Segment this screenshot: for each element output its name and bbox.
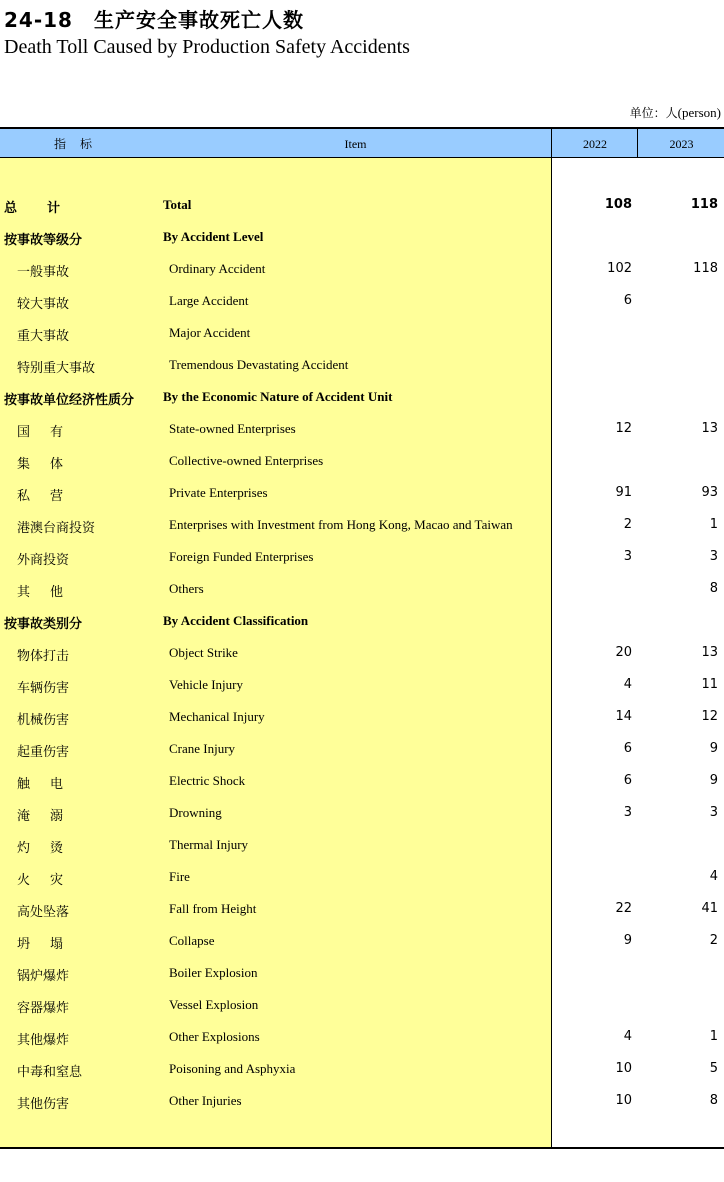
row-label-chinese: 容器爆炸 xyxy=(17,1001,70,1016)
row-label-english: Vessel Explosion xyxy=(169,997,259,1012)
table-row xyxy=(0,1086,724,1118)
row-label-chinese: 国有 xyxy=(17,425,84,440)
table-row xyxy=(0,478,724,510)
row-label-chinese: 其他爆炸 xyxy=(17,1033,70,1048)
row-label-english: Other Explosions xyxy=(169,1029,260,1044)
table-row xyxy=(0,990,724,1022)
row-label-chinese: 较大事故 xyxy=(17,297,70,312)
row-label-chinese: 其他伤害 xyxy=(17,1097,70,1112)
table-row xyxy=(0,318,724,350)
row-label-english: Fire xyxy=(169,869,190,884)
value-2023: 93 xyxy=(701,485,718,500)
row-label-chinese: 港澳台商投资 xyxy=(17,521,96,536)
row-label-english: Crane Injury xyxy=(169,741,236,756)
table-row xyxy=(0,606,724,638)
value-2023: 41 xyxy=(701,901,718,916)
table-row xyxy=(0,638,724,670)
data-table xyxy=(0,127,724,1149)
value-2022: 3 xyxy=(623,805,632,820)
value-2023: 2 xyxy=(709,933,718,948)
table-row xyxy=(0,1054,724,1086)
row-label-english: Collective-owned Enterprises xyxy=(169,453,324,468)
value-2022: 91 xyxy=(615,485,632,500)
table-row xyxy=(0,894,724,926)
value-2022: 4 xyxy=(623,677,632,692)
row-label-chinese: 高处坠落 xyxy=(17,905,70,920)
table-row xyxy=(0,350,724,382)
row-label-chinese: 机械伤害 xyxy=(17,713,70,728)
row-label-english: Object Strike xyxy=(169,645,238,660)
row-label-chinese: 一般事故 xyxy=(17,265,70,280)
row-label-english: By Accident Level xyxy=(163,229,264,244)
row-label-chinese: 特别重大事故 xyxy=(17,361,96,376)
value-2023: 1 xyxy=(709,1029,718,1044)
header-item-chinese: 指标 xyxy=(53,137,106,151)
table-row xyxy=(0,286,724,318)
row-label-chinese: 集体 xyxy=(17,457,84,472)
row-label-english: Drowning xyxy=(169,805,222,820)
row-label-chinese: 重大事故 xyxy=(17,329,70,344)
table-title-english: Death Toll Caused by Production Safety Accidents xyxy=(4,36,410,58)
row-label-english: Other Injuries xyxy=(169,1093,242,1108)
table-row xyxy=(0,222,724,254)
value-2022: 10 xyxy=(615,1061,632,1076)
value-2023: 9 xyxy=(709,741,718,756)
row-label-chinese: 总计 xyxy=(4,201,91,216)
row-label-english: Major Accident xyxy=(169,325,251,340)
value-2023: 8 xyxy=(709,1093,718,1108)
value-2022: 6 xyxy=(623,293,632,308)
value-2023: 3 xyxy=(709,549,718,564)
row-label-chinese: 外商投资 xyxy=(17,553,70,568)
value-2022: 3 xyxy=(623,549,632,564)
row-label-english: Vehicle Injury xyxy=(169,677,244,692)
table-row xyxy=(0,254,724,286)
value-2023: 1 xyxy=(709,517,718,532)
value-2022: 10 xyxy=(615,1093,632,1108)
table-row xyxy=(0,702,724,734)
row-label-chinese: 淹溺 xyxy=(17,809,84,824)
value-2022: 2 xyxy=(623,517,632,532)
row-label-english: Poisoning and Asphyxia xyxy=(169,1061,296,1076)
row-label-chinese: 中毒和窒息 xyxy=(17,1065,83,1080)
row-label-english: Total xyxy=(163,197,192,212)
row-label-chinese: 车辆伤害 xyxy=(17,681,70,696)
row-label-english: Mechanical Injury xyxy=(169,709,265,724)
row-label-english: Collapse xyxy=(169,933,215,948)
table-row xyxy=(0,510,724,542)
unit-label-english: (person) xyxy=(677,105,721,120)
row-label-chinese: 按事故类别分 xyxy=(4,617,83,632)
header-item-english: Item xyxy=(344,137,367,151)
value-2022: 6 xyxy=(623,773,632,788)
table-row xyxy=(0,574,724,606)
row-label-english: Tremendous Devastating Accident xyxy=(169,357,349,372)
row-label-chinese: 火灾 xyxy=(17,873,84,888)
table-header xyxy=(0,129,724,158)
row-label-english: Electric Shock xyxy=(169,773,246,788)
value-2022: 12 xyxy=(615,421,632,436)
value-2023: 12 xyxy=(701,709,718,724)
row-label-chinese: 坍塌 xyxy=(17,937,84,952)
value-2023: 13 xyxy=(701,421,718,436)
table-row xyxy=(0,766,724,798)
table-row xyxy=(0,414,724,446)
value-2022: 14 xyxy=(615,709,632,724)
value-2022: 108 xyxy=(604,197,632,212)
value-2023: 8 xyxy=(709,581,718,596)
table-row xyxy=(0,446,724,478)
row-label-english: Foreign Funded Enterprises xyxy=(169,549,314,564)
row-label-english: Large Accident xyxy=(169,293,249,308)
table-row xyxy=(0,926,724,958)
table-row xyxy=(0,190,724,222)
value-2023: 13 xyxy=(701,645,718,660)
row-label-english: Others xyxy=(169,581,204,596)
row-label-english: Ordinary Accident xyxy=(169,261,266,276)
row-label-english: By Accident Classification xyxy=(163,613,309,628)
table-body xyxy=(0,190,724,1118)
row-label-chinese: 触电 xyxy=(17,777,84,792)
table-title-chinese: 24-18 生产安全事故死亡人数 xyxy=(4,8,304,32)
row-label-chinese: 灼烫 xyxy=(17,841,84,856)
table-row xyxy=(0,670,724,702)
unit-label-chinese: 单位：人 xyxy=(629,106,678,120)
value-2023: 11 xyxy=(701,677,718,692)
value-2023: 5 xyxy=(709,1061,718,1076)
table-row xyxy=(0,382,724,414)
row-label-chinese: 私营 xyxy=(17,489,84,504)
row-label-english: By the Economic Nature of Accident Unit xyxy=(163,389,393,404)
table-row xyxy=(0,798,724,830)
value-2022: 6 xyxy=(623,741,632,756)
table-row xyxy=(0,958,724,990)
value-2022: 102 xyxy=(607,261,632,276)
row-label-chinese: 起重伤害 xyxy=(17,745,70,760)
unit-label xyxy=(630,104,721,121)
row-label-english: Fall from Height xyxy=(169,901,257,916)
row-label-english: State-owned Enterprises xyxy=(169,421,296,436)
table-row xyxy=(0,734,724,766)
value-2022: 20 xyxy=(615,645,632,660)
value-2023: 118 xyxy=(690,197,718,212)
table-row xyxy=(0,862,724,894)
row-label-chinese: 锅炉爆炸 xyxy=(17,969,70,984)
value-2022: 22 xyxy=(615,901,632,916)
value-2023: 118 xyxy=(693,261,718,276)
header-year-2022: 2022 xyxy=(551,129,638,157)
table-row xyxy=(0,830,724,862)
value-2022: 4 xyxy=(623,1029,632,1044)
row-label-chinese: 按事故等级分 xyxy=(4,233,83,248)
row-label-english: Enterprises with Investment from Hong Kong, Macao and Taiwan xyxy=(169,517,513,532)
value-2023: 9 xyxy=(709,773,718,788)
row-label-english: Private Enterprises xyxy=(169,485,268,500)
table-row xyxy=(0,1022,724,1054)
row-label-chinese: 按事故单位经济性质分 xyxy=(4,393,135,408)
row-label-english: Boiler Explosion xyxy=(169,965,258,980)
header-year-2023: 2023 xyxy=(637,129,724,157)
row-label-chinese: 其他 xyxy=(17,585,84,600)
table-row xyxy=(0,542,724,574)
row-label-chinese: 物体打击 xyxy=(17,649,70,664)
value-2022: 9 xyxy=(623,933,632,948)
value-2023: 3 xyxy=(709,805,718,820)
row-label-english: Thermal Injury xyxy=(169,837,249,852)
value-2023: 4 xyxy=(709,869,718,884)
